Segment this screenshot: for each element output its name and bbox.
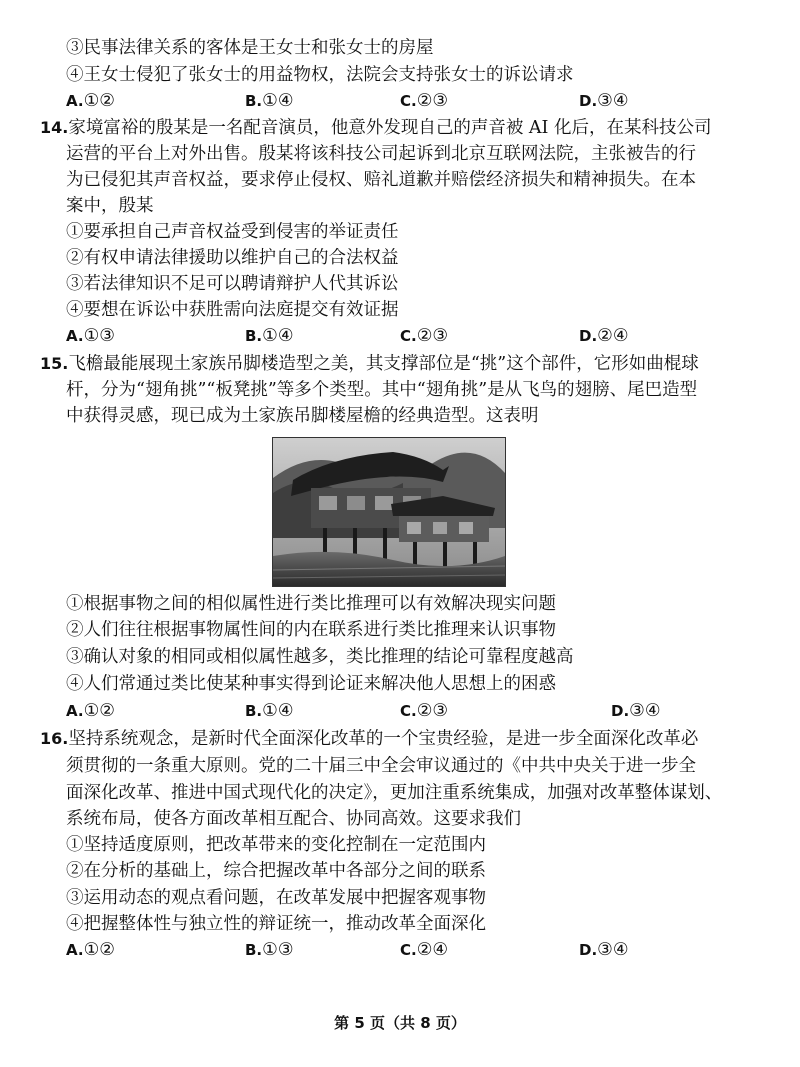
q15-statement-3: ③确认对象的相同或相似属性越多，类比推理的结论可靠程度越高 [66,647,574,667]
q14-option-b[interactable]: B.①④ [245,326,294,346]
q13-option-b[interactable]: B.①④ [245,91,294,111]
q16-stem-line-4: 系统布局，使各方面改革相互配合、协同高效。这要求我们 [66,809,521,829]
q15-stem-line-1: 飞檐最能展现土家族吊脚楼造型之美，其支撑部位是“挑”这个部件，它形如曲棍球 [68,354,699,374]
q14-statement-2: ②有权申请法律援助以维护自己的合法权益 [66,248,399,268]
q15-options [66,699,746,723]
q14-stem-line-3: 为已侵犯其声音权益，要求停止侵权、赔礼道歉并赔偿经济损失和精神损失。在本 [66,170,696,190]
stilt-house-illustration [273,438,505,586]
q14-statement-4: ④要想在诉讼中获胜需向法庭提交有效证据 [66,300,399,320]
q15-first-line [40,352,699,376]
q15-option-b[interactable]: B.①④ [245,701,294,721]
q14-stem-line-4: 案中，殷某 [66,196,154,216]
q15-option-c[interactable]: C.②③ [400,701,449,721]
q14-statement-1: ①要承担自己声音权益受到侵害的举证责任 [66,222,399,242]
q15-option-d[interactable]: D.③④ [611,701,661,721]
q14-option-c[interactable]: C.②③ [400,326,449,346]
q16-statement-3: ③运用动态的观点看问题，在改革发展中把握客观事物 [66,888,486,908]
q16-stem-line-3: 面深化改革、推进中国式现代化的决定》，更加注重系统集成，加强对改革整体谋划、 [66,783,723,803]
q15-stem-line-3: 中获得灵感，现已成为土家族吊脚楼屋檐的经典造型。这表明 [66,406,539,426]
q15-statement-2: ②人们往往根据事物属性间的内在联系进行类比推理来认识事物 [66,620,556,640]
q14-options [66,324,746,348]
q16-stem-line-1: 坚持系统观念，是新时代全面深化改革的一个宝贵经验，是进一步全面深化改革必 [68,729,699,749]
q16-option-b[interactable]: B.①③ [245,940,294,960]
q16-statement-2: ②在分析的基础上，综合把握改革中各部分之间的联系 [66,861,486,881]
q13-options [66,89,746,113]
q14-statement-3: ③若法律知识不足可以聘请辩护人代其诉讼 [66,274,399,294]
q16-number: 16. [40,729,69,748]
page-footer: 第 5 页（共 8 页） [334,1014,466,1032]
q14-stem-line-2: 运营的平台上对外出售。殷某将该科技公司起诉到北京互联网法院，主张被告的行 [66,144,696,164]
q13-statement-4: ④王女士侵犯了张女士的用益物权，法院会支持张女士的诉讼请求 [66,65,574,85]
q15-stem-line-2: 杆，分为“翅角挑”“板凳挑”等多个类型。其中“翅角挑”是从飞鸟的翅膀、尾巴造型 [66,380,698,400]
q15-option-a[interactable]: A.①② [66,701,115,721]
q13-option-a[interactable]: A.①② [66,91,115,111]
q13-option-c[interactable]: C.②③ [400,91,449,111]
q16-statement-4: ④把握整体性与独立性的辩证统一，推动改革全面深化 [66,914,486,934]
q13-option-d[interactable]: D.③④ [579,91,629,111]
q14-option-a[interactable]: A.①③ [66,326,115,346]
q14-option-d[interactable]: D.②④ [579,326,629,346]
q16-option-d[interactable]: D.③④ [579,940,629,960]
q16-statement-1: ①坚持适度原则，把改革带来的变化控制在一定范围内 [66,835,486,855]
q15-statement-4: ④人们常通过类比使某种事实得到论证来解决他人思想上的困惑 [66,674,556,694]
q13-statement-3: ③民事法律关系的客体是王女士和张女士的房屋 [66,38,434,58]
q15-statement-1: ①根据事物之间的相似属性进行类比推理可以有效解决现实问题 [66,594,556,614]
q16-option-a[interactable]: A.①② [66,940,115,960]
stilt-house-photo [272,437,506,587]
q15-number: 15. [40,354,69,373]
q16-first-line [40,727,698,751]
q16-stem-line-2: 须贯彻的一条重大原则。党的二十届三中全会审议通过的《中共中央关于进一步全 [66,756,696,776]
q16-option-c[interactable]: C.②④ [400,940,449,960]
q16-options [66,938,746,962]
q14-number: 14. [40,118,69,137]
q14-first-line [40,116,712,140]
q14-stem-line-1: 家境富裕的殷某是一名配音演员，他意外发现自己的声音被 AI 化后，在某科技公司 [68,118,712,138]
